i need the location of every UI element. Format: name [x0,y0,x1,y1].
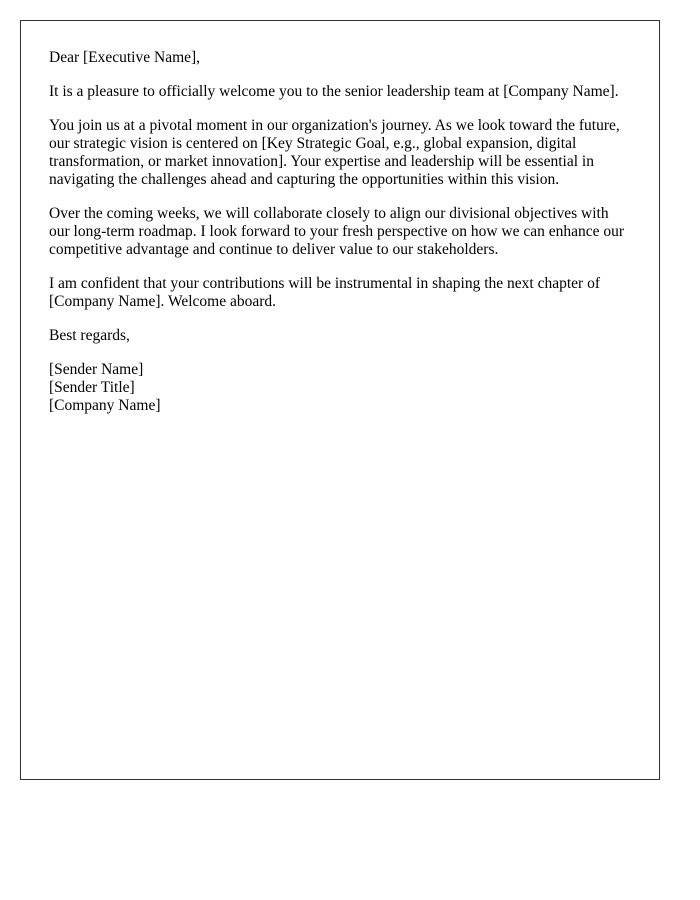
letter-document [20,20,660,780]
signature-block [49,361,631,415]
paragraph-strategic-vision: You join us at a pivotal moment in our organization's journey. As we look toward the future, our strategic vision is centered on [Key Strategic Goal, e.g., global expansion, digital transformation, or market innovation]. Your expertise and leadership will be essential in navigating the challenges ahead and capturing the opportunities within this vision. [49,117,620,188]
sender-title: [Sender Title] [49,379,135,396]
paragraph-collaboration: Over the coming weeks, we will collaborate closely to align our divisional objectives with our long-term roadmap. I look forward to your fresh perspective on how we can enhance our competitive advantage and continue to deliver value to our stakeholders. [49,205,625,258]
closing: Best regards, [49,327,130,344]
sender-name: [Sender Name] [49,361,144,378]
salutation: Dear [Executive Name], [49,49,201,66]
sender-company: [Company Name] [49,397,161,414]
paragraph-welcome: It is a pleasure to officially welcome you to the senior leadership team at [Company Name]. [49,83,619,100]
paragraph-confidence: I am confident that your contributions will be instrumental in shaping the next chapter of [Company Name]. Welcome aboard. [49,275,600,310]
